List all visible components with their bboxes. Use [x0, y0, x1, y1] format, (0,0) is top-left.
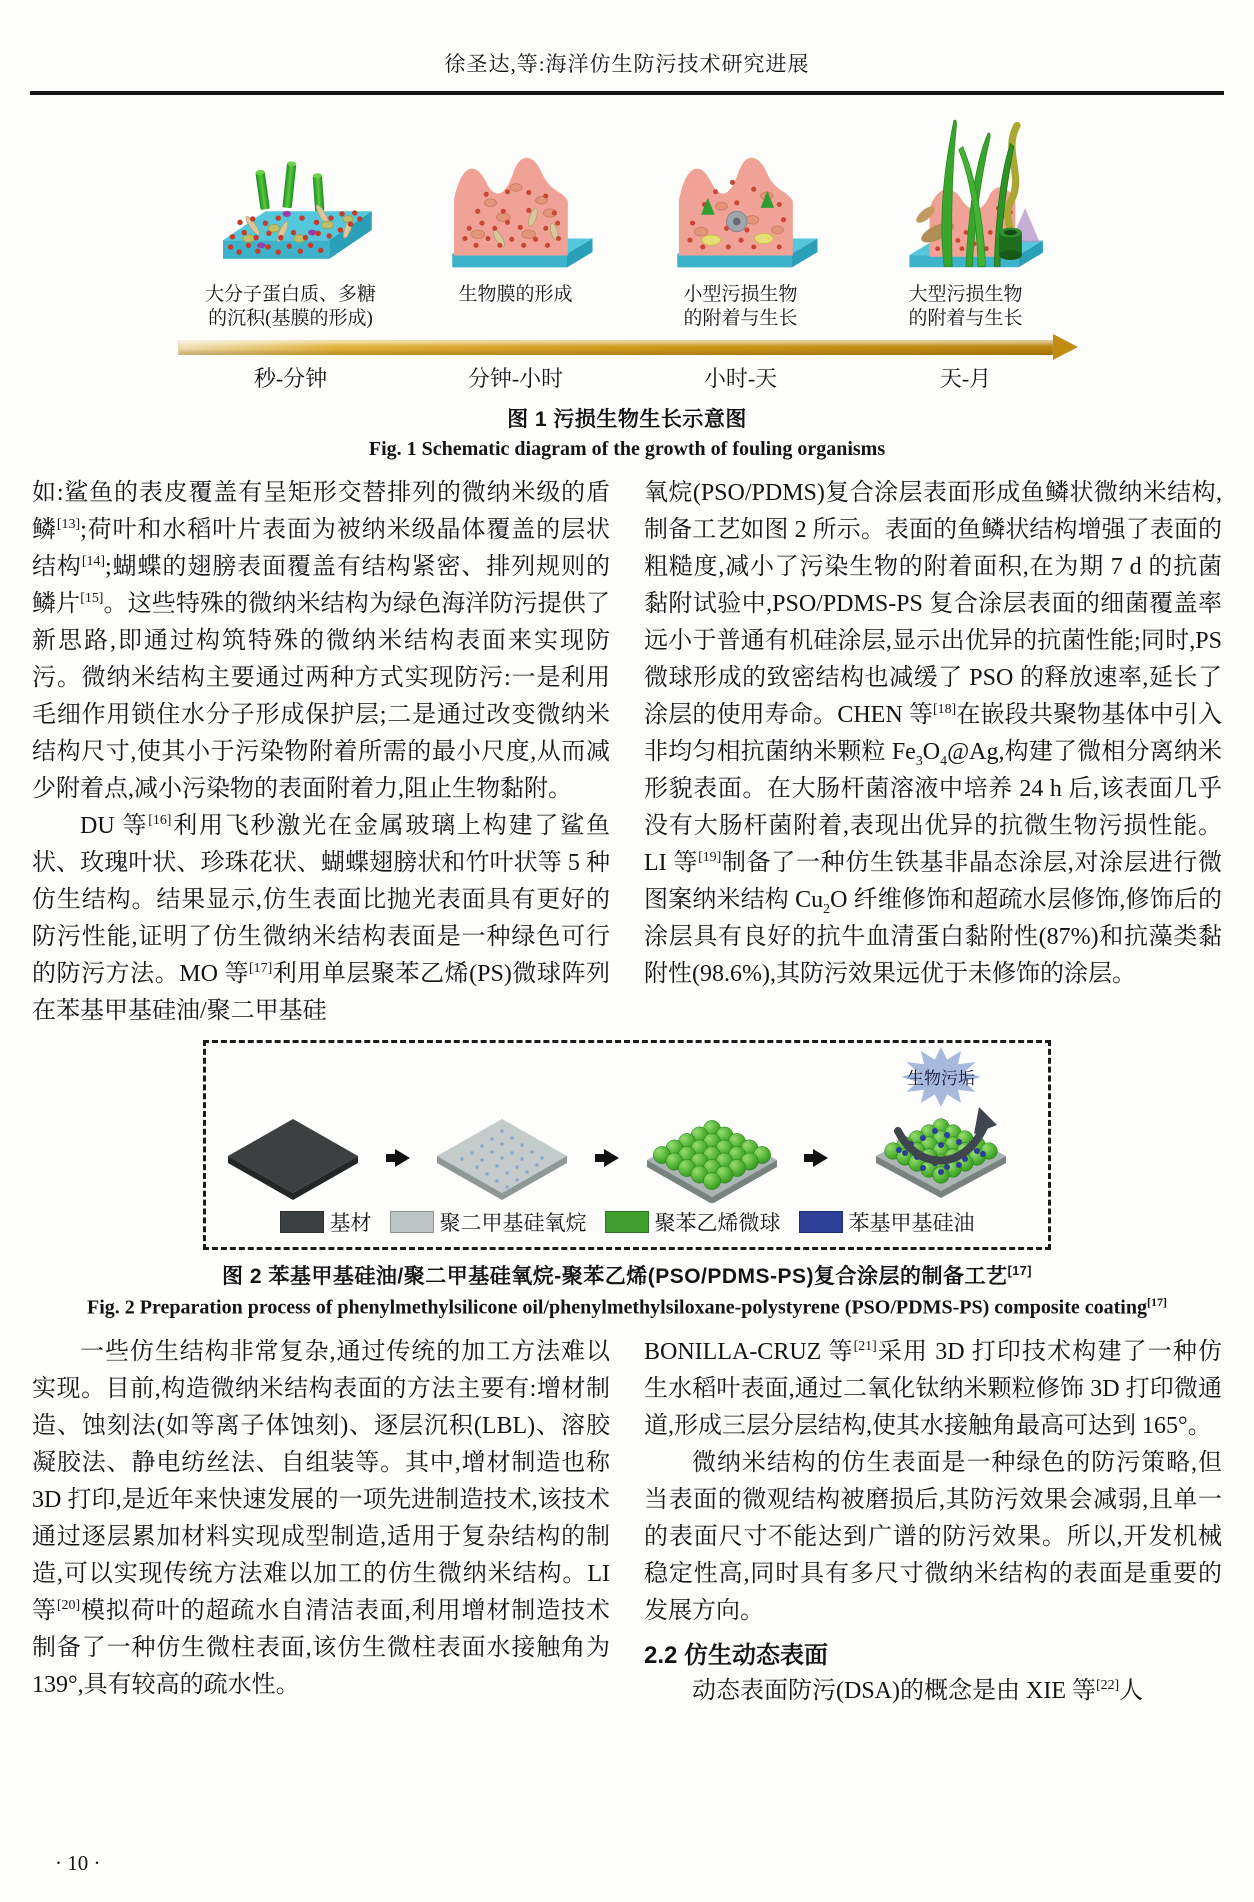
legend-item [390, 1207, 587, 1237]
stage1-substrate-deposition-illustration [186, 111, 396, 281]
paragraph: 如:鲨鱼的表皮覆盖有呈矩形交替排列的微纳米级的盾鳞[13];荷叶和水稻叶片表面为被纳米级晶体覆盖的层状结构[14];蝴蝶的翅膀表面覆盖有结构紧密、排列规则的鳞片[15]。这些特殊的微纳米结构为绿色海洋防污提供了新思路,即通过构筑特殊的微纳米结构表面来实现防污。微纳米结构主要通过两种方式实现防污:一是利用毛细作用锁住水分子形成保护层;二是通过改变微纳米结构尺寸,使其小于污染物附着所需的最小尺度,从而减少附着点,减小污染物的表面附着力,阻止生物黏附。 [32, 480, 611, 802]
stage3-small-foulers-illustration [636, 111, 846, 281]
figure2-caption-en: Fig. 2 Preparation process of phenylmethylsilicone oil/phenylmethylsiloxane-polystyrene (PSO/PDMS-PS) composite coating[17] [87, 1295, 1167, 1319]
figure1-caption-zh: 图 1 污损生物生长示意图 [507, 408, 747, 431]
stage-time-label: 秒-分钟 [253, 366, 328, 391]
arrow-right-icon [595, 1149, 619, 1167]
body-top-left-column [32, 475, 610, 1030]
fouling-stage-panel [178, 111, 403, 331]
stage-time-label: 小时-天 [703, 366, 778, 391]
stage2-biofilm-illustration [411, 111, 621, 281]
stage4-large-foulers-illustration [861, 111, 1071, 281]
stage-label: 生物膜的形成 [458, 284, 573, 305]
timeline-arrow [178, 339, 1078, 356]
fouling-stage-panel [853, 111, 1078, 331]
paragraph: BONILLA-CRUZ 等[21]采用 3D 打印技术构建了一种仿生水稻叶表面,通过二氧化钛纳米颗粒修饰 3D 打印微通道,形成三层分层结构,使其水接触角最高可达到 165°。 [644, 1338, 1222, 1439]
header-rule [30, 91, 1224, 95]
figure2-wrapper [0, 1040, 1254, 1250]
body-bottom-left-column [32, 1334, 610, 1710]
legend-label: 聚苯乙烯微球 [654, 1211, 781, 1235]
figure2-stages [218, 1045, 1036, 1203]
legend-item [280, 1207, 372, 1237]
body-top-right-column [644, 475, 1222, 1030]
legend-swatch [280, 1211, 324, 1233]
paragraph: 一些仿生结构非常复杂,通过传统的加工方法难以实现。目前,构造微纳米结构表面的方法主要有:增材制造、蚀刻法(如等离子体蚀刻)、逐层沉积(LBL)、溶胶凝胶法、静电纺丝法、自组装等。其中,增材制造也称 3D 打印,是近年来快速发展的一项先进制造技术,该技术通过逐层累加材料实现成型制造,适用于复杂结构的制造,可以实现传统方法难以加工的仿生微纳米结构。LI 等[20]模拟荷叶的超疏水自清洁表面,利用增材制造技术制备了一种仿生微柱表面,该仿生微柱表面水接触角为 139°,具有较高的疏水性。 [32, 1338, 610, 1698]
stage-time-label: 分钟-小时 [467, 366, 564, 391]
paragraph: 氧烷(PSO/PDMS)复合涂层表面形成鱼鳞状微纳米结构,制备工艺如图 2 所示。表面的鱼鳞状结构增强了表面的粗糙度,减小了污染生物的附着面积,在为期 7 d 的抗菌黏附试验中,PSO/PDMS-PS 复合涂层表面的细菌覆盖率远小于普通有机硅涂层,显示出优异的抗菌性能;同时,PS 微球形成的致密结构也减缓了 PSO 的释放速率,延长了涂层的使用寿命。CHEN 等[18]在嵌段共聚物基体中引入非均匀相抗菌纳米颗粒 $Fe_3O_4@Ag$,构建了微相分离纳米形貌表面。在大肠杆菌溶液中培养 24 h 后,该表面几乎没有大肠杆菌附着,表现出优异的抗微生物污损性能。LI 等[19]制备了一种仿生铁基非晶态涂层,对涂层进行微图案纳米结构 $Cu_2O$ 纤维修饰和超疏水层修饰,修饰后的涂层具有良好的抗牛血清蛋白黏附性(87%)和抗藻类黏附性(98.6%),其防污效果远优于未修饰的涂层。 [644, 480, 1223, 987]
stage-label: 大型污损生物 的附着与生长 [908, 284, 1023, 329]
legend-label: 苯基甲基硅油 [848, 1211, 975, 1235]
timeline-arrow-head-icon [1053, 334, 1078, 360]
figure2-caption-zh: 图 2 苯基甲基硅油/聚二甲基硅氧烷-聚苯乙烯(PSO/PDMS-PS)复合涂层的制备工艺[17] [222, 1264, 1032, 1288]
pdms-plate-illustration [427, 1111, 577, 1203]
legend-swatch [390, 1211, 434, 1233]
figure1-panels [178, 111, 1078, 331]
legend-label: 基材 [329, 1211, 372, 1235]
fouling-stage-panel [403, 111, 628, 331]
arrow-right-icon [386, 1149, 410, 1167]
substrate-plate-illustration [218, 1111, 368, 1203]
body-bottom [32, 1334, 1222, 1710]
body-top [32, 475, 1222, 1030]
legend-item [605, 1207, 781, 1237]
stage-time-label: 天-月 [939, 366, 992, 391]
figure1-time-labels [178, 362, 1078, 393]
figure1 [178, 111, 1078, 393]
figure2 [203, 1040, 1051, 1250]
legend-swatch [799, 1211, 843, 1233]
legend-swatch [605, 1211, 649, 1233]
body-bottom-right-column [644, 1334, 1222, 1710]
timeline-arrow-bar [178, 340, 1054, 355]
fouling-stage-panel [628, 111, 853, 331]
ps-spheres-plate-illustration [637, 1111, 787, 1203]
legend-label: 聚二甲基硅氧烷 [439, 1211, 587, 1235]
section-heading: 2.2 仿生动态表面 [644, 1641, 829, 1669]
figure1-caption-en: Fig. 1 Schematic diagram of the growth of fouling organisms [368, 438, 886, 460]
paragraph: 微纳米结构的仿生表面是一种绿色的防污策略,但当表面的微观结构被磨损后,其防污效果会减弱,且单一的表面尺寸不能达到广谱的防污效果。所以,开发机械稳定性高,同时具有多尺寸微纳米结构的表面是重要的发展方向。 [644, 1449, 1222, 1624]
running-title: 徐圣达,等:海洋仿生防污技术研究进展 [444, 52, 810, 76]
figure2-legend [218, 1207, 1036, 1237]
stage-label: 小型污损生物 的附着与生长 [683, 284, 798, 329]
paragraph: DU 等[16]利用飞秒激光在金属玻璃上构建了鲨鱼状、玫瑰叶状、珍珠花状、蝴蝶翅膀状和竹叶状等 5 种仿生结构。结果显示,仿生表面比抛光表面具有更好的防污性能,证明了仿生微纳米结构表面是一种绿色可行的防污方法。MO 等[17]利用单层聚苯乙烯(PS)微球阵列在苯基甲基硅油/聚二甲基硅 [32, 813, 610, 1024]
composite-plate-illustration [846, 1035, 1036, 1203]
legend-item [799, 1207, 975, 1237]
stage-label: 大分子蛋白质、多糖 的沉积(基膜的形成) [204, 284, 376, 329]
arrow-right-icon [804, 1149, 828, 1167]
page-number: · 10 · [55, 1851, 101, 1875]
paragraph: 动态表面防污(DSA)的概念是由 XIE 等[22]人 [692, 1677, 1144, 1704]
biofouling-burst-label: 生物污垢 [906, 1069, 975, 1088]
